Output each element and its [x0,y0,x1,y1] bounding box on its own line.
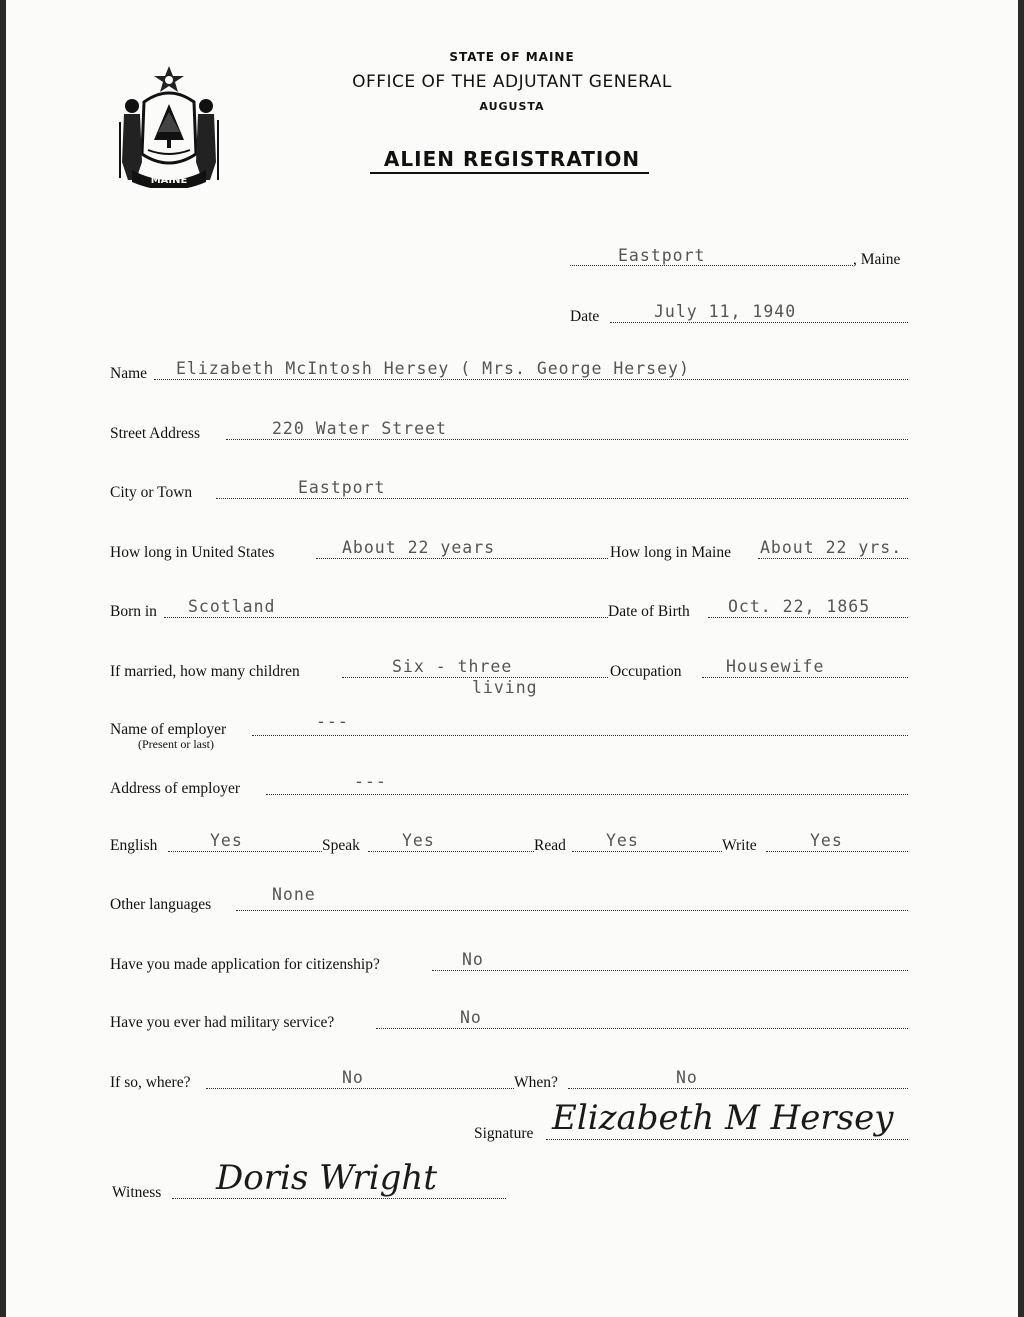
english-line [168,851,322,852]
occupation-label: Occupation [610,663,682,680]
signature-label: Signature [474,1125,534,1142]
military-line [376,1028,908,1029]
title-underline [370,172,649,174]
date-label: Date [570,308,600,325]
speak-line [368,851,534,852]
city-line [216,498,908,499]
dob-line [708,617,908,618]
employer-value: --- [316,712,349,731]
occupation-value: Housewife [726,657,825,676]
dob-label: Date of Birth [608,603,690,620]
maine-duration-line [758,558,908,559]
place-line [570,265,853,266]
maine-duration-label: How long in Maine [610,544,731,561]
children-value: Six - three [392,657,513,676]
other-languages-value: None [272,885,316,904]
english-value: Yes [210,831,243,850]
date-value: July 11, 1940 [654,302,797,321]
where-label: If so, where? [110,1074,191,1091]
occupation-line [702,677,908,678]
place-suffix: , Maine [853,251,901,268]
military-value: No [460,1008,482,1027]
read-value: Yes [606,831,639,850]
street-label: Street Address [110,425,200,442]
city-heading: AUGUSTA [479,100,545,113]
speak-value: Yes [402,831,435,850]
witness-line [172,1198,506,1199]
citizenship-label: Have you made application for citizenship? [110,956,380,973]
employer-line [252,735,908,736]
city-value: Eastport [298,478,386,497]
when-value: No [676,1068,698,1087]
english-label: English [110,837,158,854]
write-value: Yes [810,831,843,850]
employer-address-value: --- [354,772,387,791]
name-label: Name [110,365,148,382]
place-value: Eastport [618,246,706,265]
signature-line [546,1139,908,1140]
street-value: 220 Water Street [272,419,447,438]
speak-label: Speak [322,837,360,854]
citizenship-value: No [462,950,484,969]
military-label: Have you ever had military service? [110,1014,335,1031]
employer-address-label: Address of employer [110,780,240,797]
read-label: Read [534,837,566,854]
children-label: If married, how many children [110,663,300,680]
citizenship-line [432,970,908,971]
witness-value: Doris Wright [216,1158,437,1198]
other-languages-line [236,910,908,911]
employer-label: Name of employer [110,721,227,738]
svg-text:MAINE: MAINE [150,175,188,186]
us-duration-line [316,558,608,559]
born-label: Born in [110,603,157,620]
witness-label: Witness [112,1184,162,1201]
born-line [164,617,608,618]
born-value: Scotland [188,597,276,616]
state-heading: STATE OF MAINE [449,50,575,64]
name-line [154,379,908,380]
us-duration-value: About 22 years [342,538,496,557]
when-line [568,1088,908,1089]
us-duration-label: How long in United States [110,544,275,561]
write-line [766,851,908,852]
employer-sublabel: (Present or last) [138,737,214,751]
street-line [226,439,908,440]
when-label: When? [514,1074,558,1091]
write-label: Write [722,837,757,854]
registration-form-page [6,0,1018,1317]
city-label: City or Town [110,484,193,501]
other-languages-label: Other languages [110,896,212,913]
signature-value: Elizabeth M Hersey [552,1098,894,1138]
read-line [572,851,722,852]
maine-duration-value: About 22 yrs. [760,538,903,557]
children-value-continued: living [472,678,538,697]
dob-value: Oct. 22, 1865 [728,597,871,616]
office-heading: OFFICE OF THE ADJUTANT GENERAL [352,72,672,92]
name-value: Elizabeth McIntosh Hersey ( Mrs. George Hersey) [176,359,690,378]
where-line [206,1088,514,1089]
where-value: No [342,1068,364,1087]
date-line [610,322,908,323]
employer-address-line [266,794,908,795]
form-title: ALIEN REGISTRATION [383,147,641,171]
